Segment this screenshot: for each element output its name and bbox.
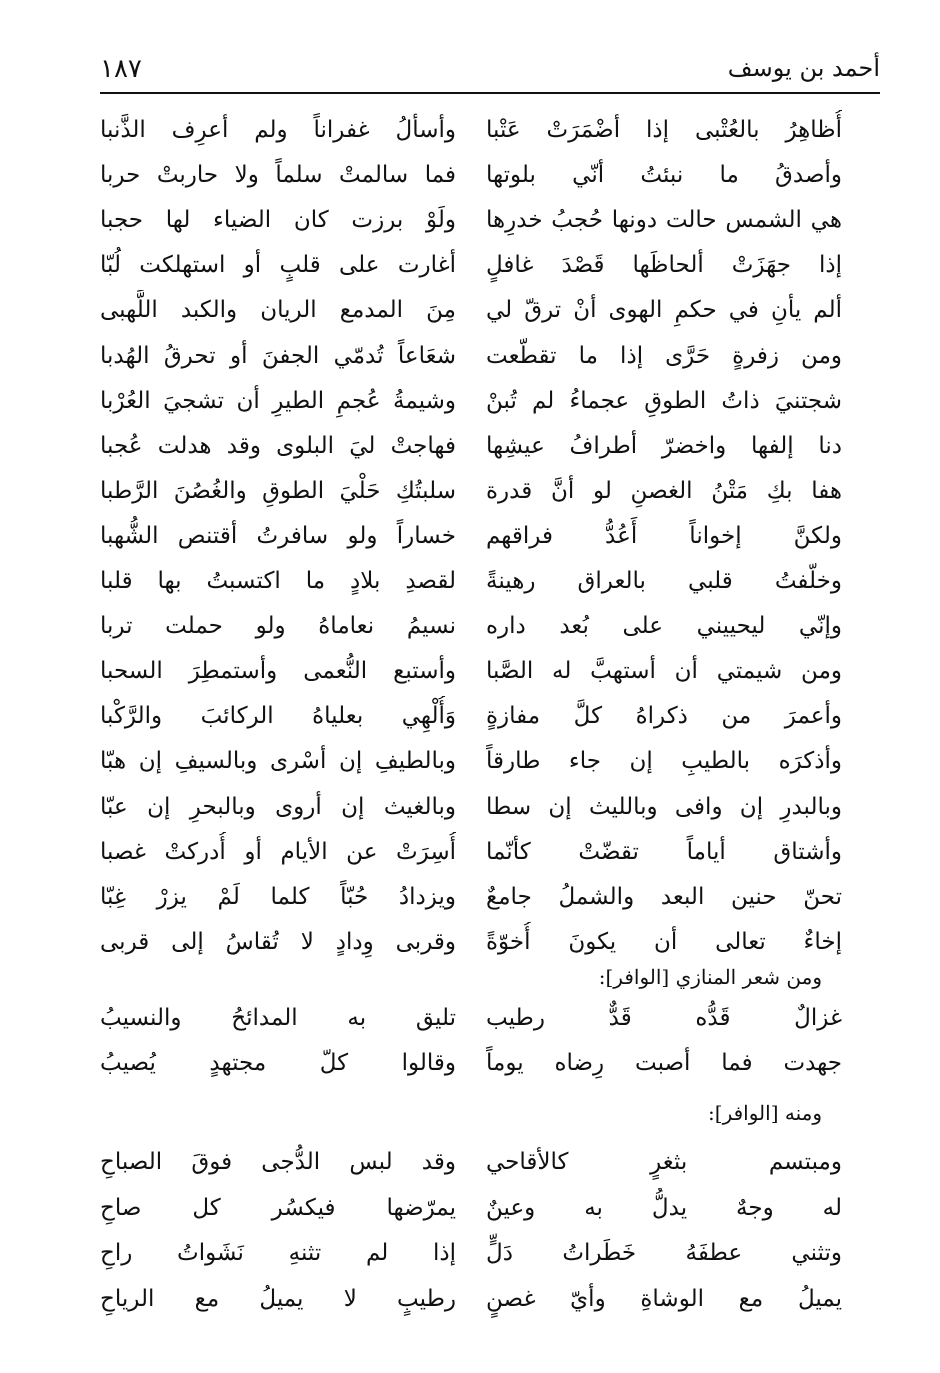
verse-line: [100, 245, 842, 285]
verse-line: [100, 336, 842, 376]
verse-line: [100, 606, 842, 646]
verse-line: [100, 155, 842, 195]
second-hemistich: وقد لبس الدُّجى فوقَ الصباحِ: [100, 1149, 456, 1175]
verse-line: [100, 787, 842, 827]
second-hemistich: أُسِرَتْ عن الأيام أو أُدركتْ غصبا: [100, 838, 456, 865]
first-hemistich: له وجهٌ يدلُّ به وعينٌ: [486, 1194, 842, 1221]
second-hemistich: خساراً ولو سافرتُ أقتنص الشُّهبا: [100, 522, 456, 549]
verse-line: [100, 998, 842, 1038]
first-hemistich: ومن شيمتي أن أستهبَّ له الصَّبا: [486, 658, 842, 685]
first-hemistich: إذا جهَزَتْ ألحاظَها قَصْدَ غافلٍ: [486, 252, 842, 279]
verse-line: [100, 381, 842, 421]
second-hemistich: شعَاعاً تُدمّي الجفنَ أو تحرقُ الهُدبا: [100, 342, 456, 369]
verse-line: [100, 696, 842, 736]
second-hemistich: وشيمةُ عُجمِ الطيرِ أن تشجيَ العُرْبا: [100, 387, 456, 414]
running-title: أحمد بن يوسف: [727, 54, 880, 82]
verse-line: [100, 1043, 842, 1083]
verse-line: [100, 290, 842, 330]
second-hemistich: وأسألُ غفراناً ولم أعرِف الذَّنبا: [100, 117, 456, 143]
first-hemistich: هي الشمس حالت دونها حُجبُ خدرِها: [486, 207, 842, 234]
verse-line: [100, 471, 842, 511]
second-hemistich: ولَوْ برزت كان الضياء لها حجبا: [100, 207, 456, 234]
second-hemistich: أغارت على قلبٍ أو استهلكت لُبّا: [100, 252, 456, 279]
page-header: [100, 52, 880, 94]
second-hemistich: يمرّضها فيكسُر كل صاحِ: [100, 1194, 456, 1221]
verse-line: [100, 516, 842, 556]
first-hemistich: وأشتاق أياماً تقضّتْ كأنّما: [486, 838, 842, 865]
first-hemistich: وأذكرَه بالطيبِ إن جاء طارقاً: [486, 748, 842, 775]
second-hemistich: تليق به المدائحُ والنسيبُ: [100, 1005, 456, 1031]
verse-line: [100, 561, 842, 601]
first-hemistich: هفا بكِ مَتْنُ الغصنِ لو أنَّ قدرة: [486, 477, 842, 504]
first-hemistich: ولكنَّ إخواناً أَعُدُّ فراقهم: [486, 522, 842, 549]
verse-line: [100, 832, 842, 872]
verse-line: [100, 1188, 842, 1228]
second-hemistich: لقصدِ بلادٍ ما اكتسبتُ بها قلبا: [100, 568, 456, 594]
second-hemistich: فما سالمتْ سلماً ولا حاربتْ حربا: [100, 162, 456, 189]
section-label-minhu: ومنه [الوافر]:: [708, 1101, 822, 1125]
first-hemistich: وأعمرَ من ذكراهُ كلَّ مفازةٍ: [486, 703, 842, 730]
verse-line: [100, 741, 842, 781]
second-hemistich: رطيبٍ لا يميلُ مع الرياحِ: [100, 1285, 456, 1312]
second-hemistich: ويزدادُ حُبّاً كلما لَمْ يزرْ غِبّا: [100, 883, 456, 910]
first-hemistich: ومبتسم بثغرٍ كالأقاحي: [486, 1149, 842, 1175]
second-hemistich: وقالوا كلّ مجتهدٍ يُصيبُ: [100, 1050, 456, 1076]
verse-line: [100, 200, 842, 240]
second-hemistich: إذا لم تثنهِ نَشَواتُ راحِ: [100, 1240, 456, 1266]
first-hemistich: يميلُ مع الوشاةِ وأيّ غصنٍ: [486, 1285, 842, 1312]
first-hemistich: ومن زفرةٍ حَرَّى إذا ما تقطّعت: [486, 342, 842, 369]
first-hemistich: دنا إلفها واخضرّ أطرافُ عيشِها: [486, 432, 842, 459]
second-hemistich: وبالطيفِ إن أسْرى وبالسيفِ إن هبّا: [100, 748, 456, 775]
verse-line: [100, 426, 842, 466]
first-hemistich: وتثني عطفَهُ خَطَراتُ دَلٍّ: [486, 1240, 842, 1266]
second-hemistich: وأستبع النُّعمى وأستمطِرَ السحبا: [100, 658, 456, 685]
section-label-manazi: ومن شعر المنازي [الوافر]:: [598, 965, 822, 989]
second-hemistich: وقربى وِدادٍ لا تُقاسُ إلى قربى: [100, 928, 456, 955]
second-hemistich: وَأُلْهِي بعلياهُ الركائبَ والرَّكْبا: [100, 703, 456, 730]
first-hemistich: إخاءٌ تعالى أن يكونَ أُخوّةً: [486, 928, 842, 955]
second-hemistich: سلبتُكِ حَلْيَ الطوقِ والغُصُنَ الرَّطبا: [100, 477, 456, 504]
verse-line: [100, 922, 842, 962]
first-hemistich: شجتنيَ ذاتُ الطوقِ عجماءُ لم تُبنْ: [486, 387, 842, 414]
second-hemistich: نسيمُ نعاماهُ ولو حملت تربا: [100, 613, 456, 640]
first-hemistich: وإنّي ليحييني على بُعد داره: [486, 613, 842, 640]
first-hemistich: وبالبدرِ إن وافى وبالليث إن سطا: [486, 793, 842, 820]
verse-line: [100, 1279, 842, 1319]
verse-line: [100, 651, 842, 691]
first-hemistich: تحنّ حنين البعد والشملُ جامعٌ: [486, 883, 842, 910]
second-hemistich: وبالغيث إن أروى وبالبحرِ إن عبّا: [100, 793, 456, 820]
page-number: ١٨٧: [100, 54, 142, 84]
first-hemistich: وأصدقُ ما نبئتُ أنّي بلوتها: [486, 162, 842, 189]
first-hemistich: ألم يأنِ في حكمِ الهوى أنْ ترقّ لي: [486, 297, 842, 324]
first-hemistich: جهدت فما أصبت رِضاه يوماً: [486, 1050, 842, 1076]
first-hemistich: أُظاهِرُ بالعُتْبى إذا أضْمَرَتْ عَتْبا: [486, 117, 842, 143]
second-hemistich: فهاجتْ ليَ البلوى وقد هدلت عُجبا: [100, 432, 456, 459]
first-hemistich: وخلّفتُ قلبي بالعراق رهينةً: [486, 568, 842, 594]
verse-line: [100, 877, 842, 917]
verse-line: [100, 110, 842, 150]
first-hemistich: غزالٌ قَدُّه قَدٌّ رطيب: [486, 1005, 842, 1031]
verse-line: [100, 1142, 842, 1182]
second-hemistich: مِنَ المدمع الريان والكبد اللَّهبى: [100, 297, 456, 324]
verse-line: [100, 1233, 842, 1273]
